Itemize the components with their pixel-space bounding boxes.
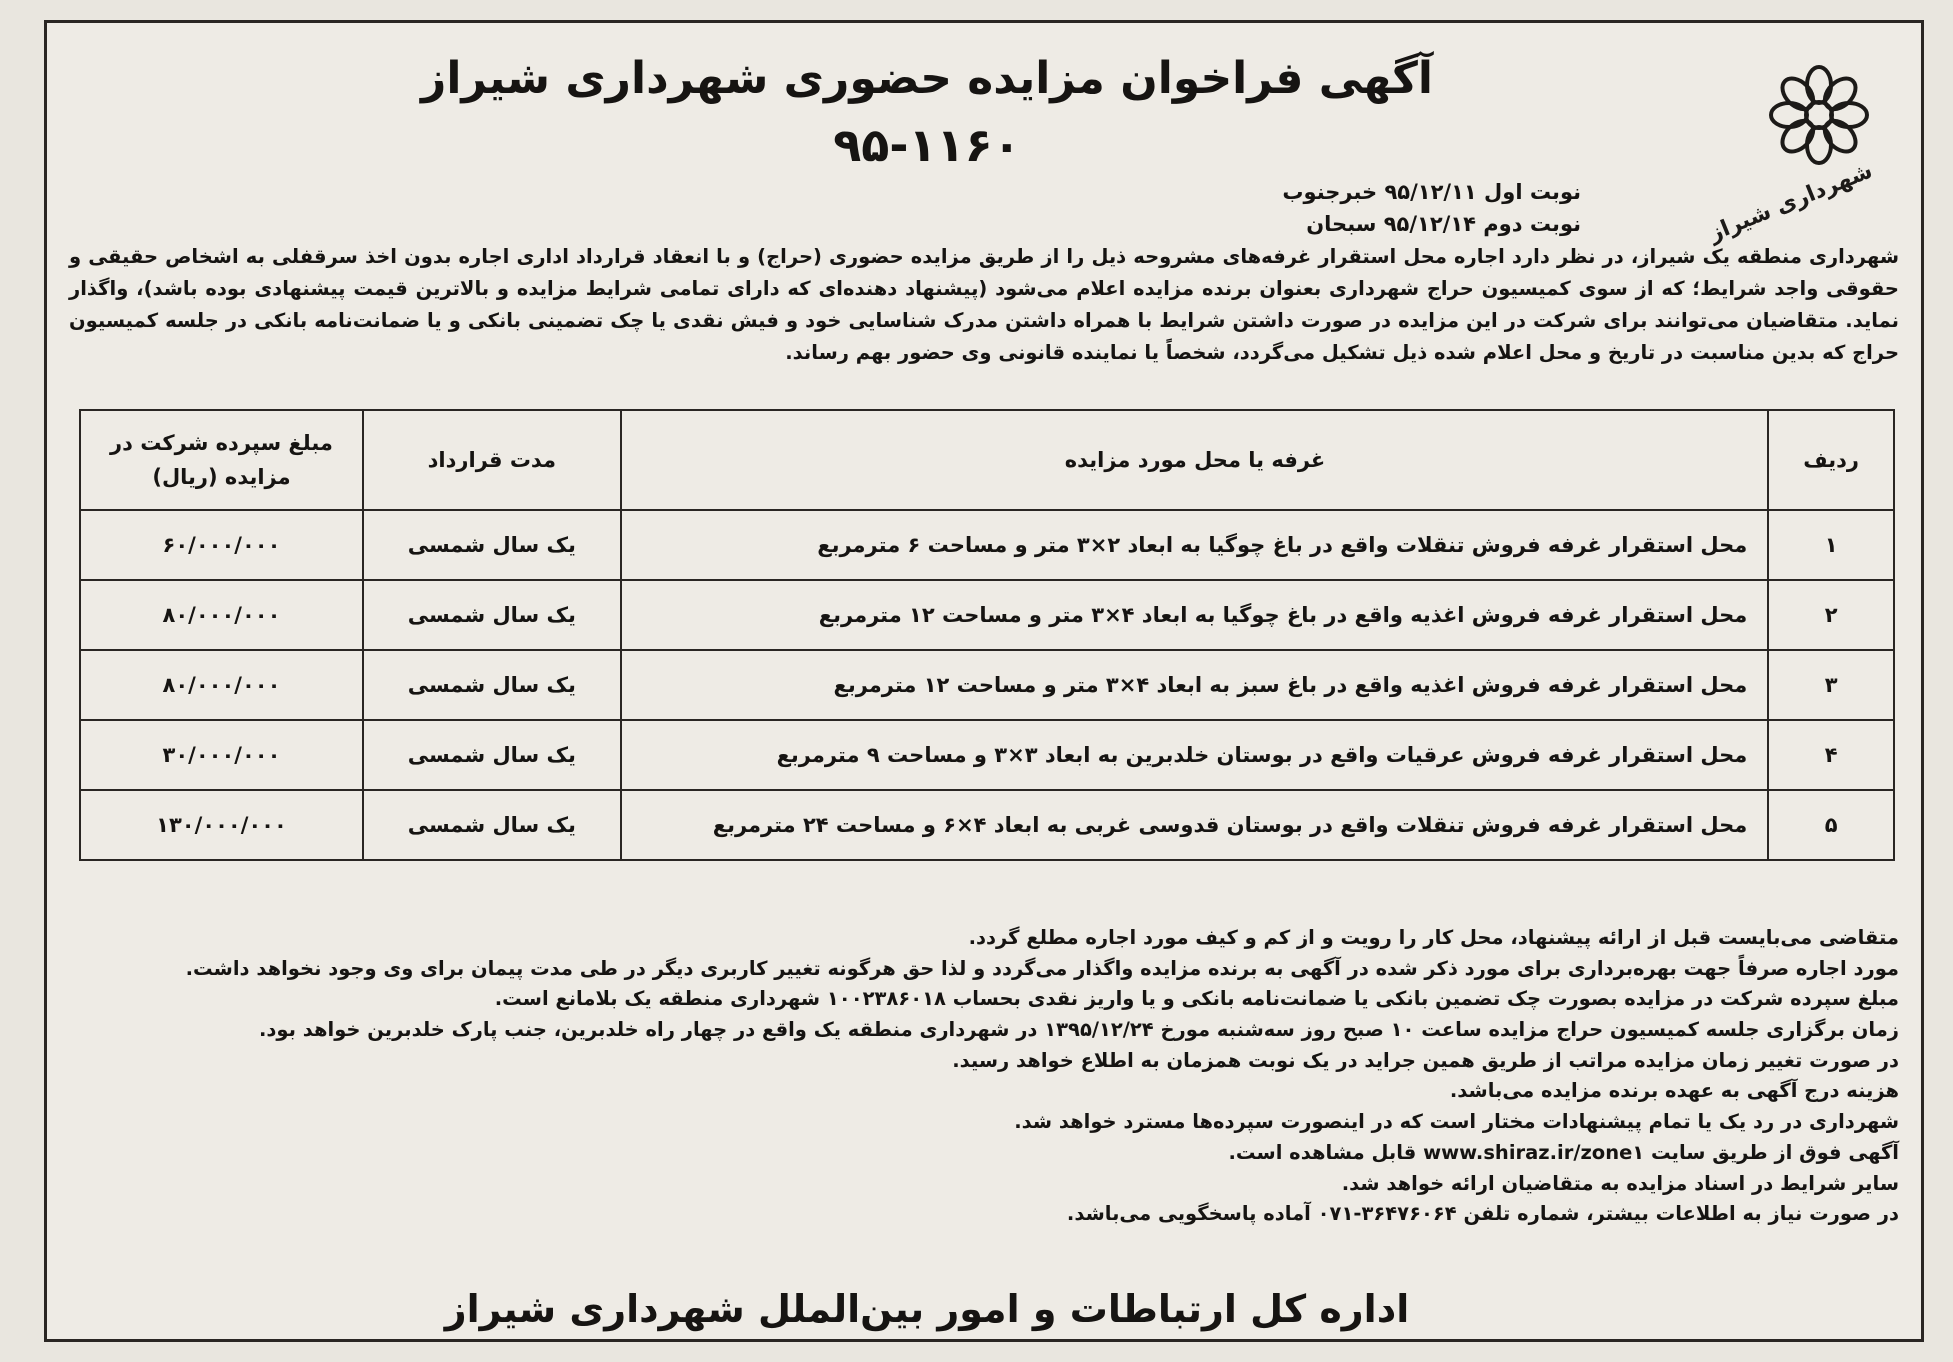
row-item: محل استقرار غرفه فروش تنقلات واقع در بوستان قدوسی غربی به ابعاد ۴×۶ و مساحت ۲۴ مترمربع [621, 790, 1769, 860]
condition-item: متقاضی می‌بایست قبل از ارائه پیشنهاد، محل کار را رویت و از کم و کیف مورد اجاره مطلع گردد. [968, 926, 1899, 949]
table-row [80, 720, 1894, 790]
notice-page [44, 20, 1924, 1342]
row-term: یک سال شمسی [363, 720, 621, 790]
second-turn: نوبت دوم ۹۵/۱۲/۱۴ سبحان [1306, 212, 1581, 236]
row-deposit: ۶۰/۰۰۰/۰۰۰ [80, 510, 363, 580]
row-deposit: ۸۰/۰۰۰/۰۰۰ [80, 580, 363, 650]
table-row [80, 650, 1894, 720]
condition-item: مبلغ سپرده شرکت در مزایده بصورت چک تضمین بانکی یا ضمانت‌نامه بانکی و یا واریز نقدی بحساب ۱۰۰۲۳۸۶۰۱۸ شهرداری منطقه یک بلامانع است. [494, 987, 1899, 1011]
row-index: ۵ [1768, 790, 1894, 860]
row-term: یک سال شمسی [363, 510, 621, 580]
table-row [80, 790, 1894, 860]
condition-item: سایر شرایط در اسناد مزایده به متقاضیان ارائه خواهد شد. [1341, 1171, 1899, 1195]
auction-items-table [79, 409, 1895, 861]
row-item: محل استقرار غرفه فروش اغذیه واقع در باغ چوگیا به ابعاد ۴×۳ متر و مساحت ۱۲ مترمربع [621, 580, 1769, 650]
row-index: ۱ [1768, 510, 1894, 580]
first-turn: نوبت اول ۹۵/۱۲/۱۱ خبرجنوب [1282, 180, 1581, 204]
condition-item: شهرداری در رد یک یا تمام پیشنهادات مختار است که در اینصورت سپرده‌ها مسترد خواهد شد. [1014, 1110, 1899, 1134]
condition-item: در صورت نیاز به اطلاعات بیشتر، شماره تلفن ۳۶۴۷۶۰۶۴-۰۷۱ آماده پاسخگویی می‌باشد. [1066, 1202, 1899, 1226]
condition-item: آگهی فوق از طریق سایت www.shiraz.ir/zone۱ قابل مشاهده است. [1228, 1140, 1899, 1164]
row-item: محل استقرار غرفه فروش تنقلات واقع در باغ چوگیا به ابعاد ۲×۳ متر و مساحت ۶ مترمربع [621, 510, 1769, 580]
row-index: ۴ [1768, 720, 1894, 790]
row-index: ۳ [1768, 650, 1894, 720]
table-row [80, 510, 1894, 580]
condition-item: زمان برگزاری جلسه کمیسیون حراج مزایده ساعت ۱۰ صبح روز سه‌شنبه مورخ ۱۳۹۵/۱۲/۲۴ در شهرداری منطقه یک واقع در چهار راه خلدبرین، جنب پارک خلدبرین خواهد بود. [258, 1018, 1899, 1042]
logo-text: شهرداری شیراز [1705, 158, 1877, 247]
row-index: ۲ [1768, 580, 1894, 650]
condition-item: در صورت تغییر زمان مزایده مراتب از طریق همین جراید در یک نوبت همزمان به اطلاع خواهد رسید. [952, 1048, 1899, 1072]
condition-item: هزینه درج آگهی به عهده برنده مزایده می‌باشد. [1449, 1079, 1899, 1103]
table-row [80, 580, 1894, 650]
row-deposit: ۳۰/۰۰۰/۰۰۰ [80, 720, 363, 790]
notice-title: آگهی فراخوان مزایده حضوری شهرداری شیراز [421, 53, 1433, 104]
header-index: ردیف [1768, 410, 1894, 510]
row-item: محل استقرار غرفه فروش اغذیه واقع در باغ سبز به ابعاد ۴×۳ متر و مساحت ۱۲ مترمربع [621, 650, 1769, 720]
condition-item: مورد اجاره صرفاً جهت بهره‌برداری برای مورد ذکر شده در آگهی به برنده مزایده واگذار می‌گردد و لذا حق هرگونه تغییر کاربری دیگر در طی مدت پیمان برای وی وجود نخواهد داشت. [185, 956, 1899, 980]
header-deposit: مبلغ سپرده شرکت در مزایده (ریال) [80, 410, 363, 510]
conditions-list [69, 923, 1899, 1230]
header-item: غرفه یا محل مورد مزایده [621, 410, 1769, 510]
row-term: یک سال شمسی [363, 580, 621, 650]
row-term: یک سال شمسی [363, 790, 621, 860]
issuer-footer: اداره کل ارتباطات و امور بین‌الملل شهرداری شیراز [444, 1287, 1410, 1331]
shiraz-municipality-logo-icon [1705, 53, 1881, 247]
notice-code: ۹۵-۱۱۶۰ [833, 118, 1021, 172]
row-item: محل استقرار غرفه فروش عرقیات واقع در بوستان خلدبرین به ابعاد ۳×۳ و مساحت ۹ مترمربع [621, 720, 1769, 790]
row-deposit: ۸۰/۰۰۰/۰۰۰ [80, 650, 363, 720]
table-header-row [80, 410, 1894, 510]
row-deposit: ۱۳۰/۰۰۰/۰۰۰ [80, 790, 363, 860]
intro-paragraph: شهرداری منطقه یک شیراز، در نظر دارد اجاره محل استقرار غرفه‌های مشروحه ذیل را از طریق مزایده حضوری (حراج) و با انعقاد قرارداد اداری اجاره بدون اخذ سرقفلی به اشخاص حقیقی و حقوقی واجد شرایط؛ که از سوی کمیسیون حراج شهرداری بعنوان برنده مزایده اعلام می‌شود (پیشنهاد دهنده‌ای که دارای تمامی شرایط مزایده و بالاترین قیمت پیشنهادی بوده باشد)، واگذار نماید. متقاضیان می‌توانند برای شرکت در این مزایده در صورت داشتن شرایط با همراه داشتن مدرک شناسایی خود و فیش نقدی یا چک تضمینی بانکی و یا ضمانت‌نامه بانکی در جلسه کمیسیون حراج که بدین مناسبت در تاریخ و محل اعلام شده ذیل تشکیل می‌گردد، شخصاً یا نماینده قانونی وی حضور بهم رساند. [69, 245, 1899, 364]
header-term: مدت قرارداد [363, 410, 621, 510]
row-term: یک سال شمسی [363, 650, 621, 720]
